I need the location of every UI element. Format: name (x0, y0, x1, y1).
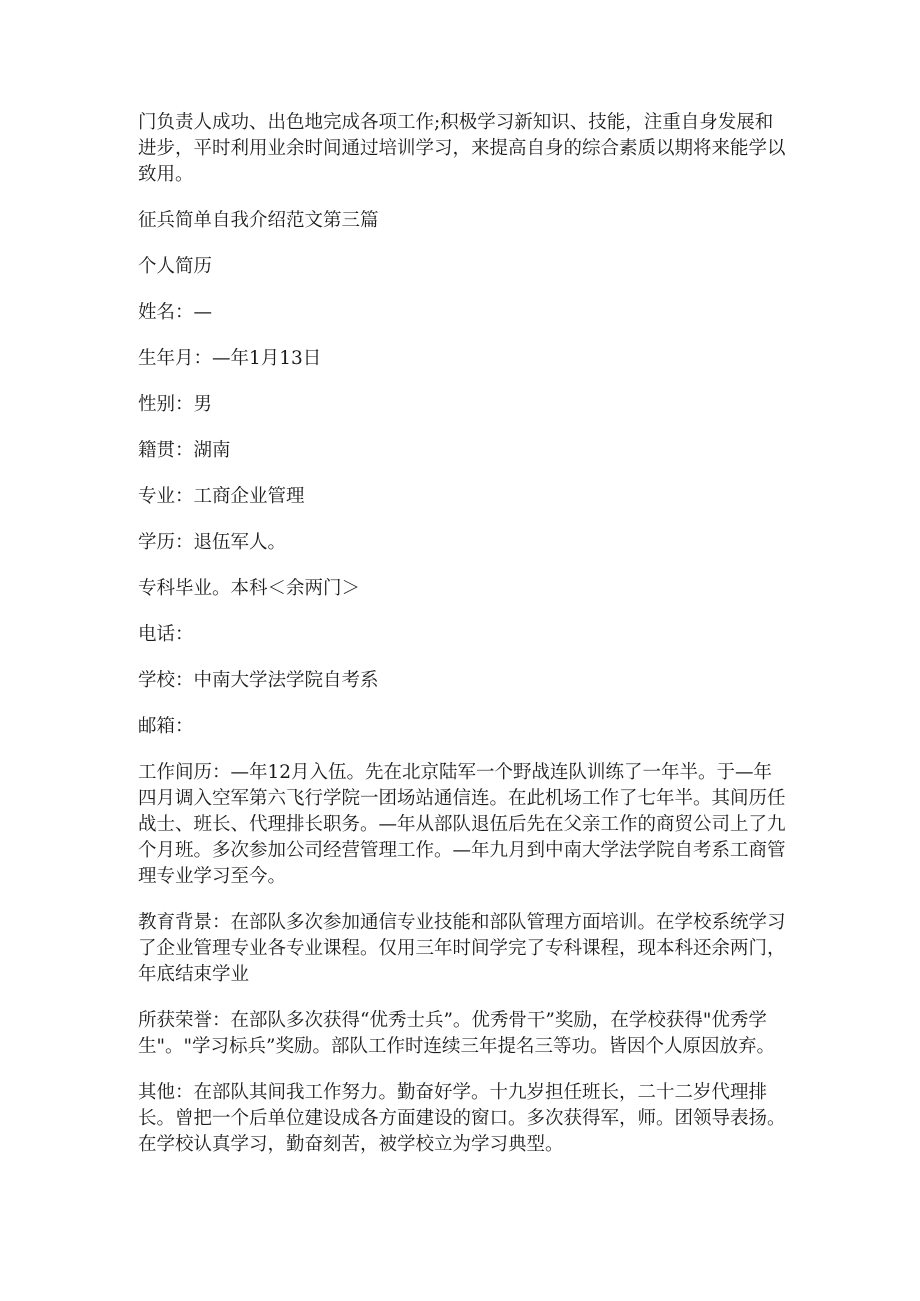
document-body (138, 110, 788, 1178)
field-native-place: 籍贯：湖南 (138, 440, 231, 461)
field-education: 学历：退伍军人。 (138, 532, 287, 553)
work-history-paragraph: 工作间历：—年12月入伍。先在北京陆军一个野战连队训练了一年半。于—年四月调入空军第六飞行学院一团场站通信连。在此机场工作了七年半。其间历任战士、班长、代理排长职务。—年从部队退伍后先在父亲工作的商贸公司上了九个月班。多次参加公司经营管理工作。—年九月到中南大学法学院自考系工商管理专业学习至今。 (138, 762, 786, 887)
section-title: 征兵简单自我介绍范文第三篇 (138, 210, 379, 231)
field-school: 学校：中南大学法学院自考系 (138, 670, 379, 691)
field-degree-note: 专科毕业。本科＜余两门＞ (138, 578, 361, 599)
honors-paragraph: 所获荣誉：在部队多次获得“优秀士兵”。优秀骨干”奖励，在学校获得"优秀学生"。"学习标兵”奖励。部队工作时连续三年提名三等功。皆因个人原因放弃。 (138, 1010, 775, 1057)
field-name: 姓名：— (138, 302, 213, 323)
field-birth-date: 生年月：—年1月13日 (138, 348, 322, 369)
field-gender: 性别：男 (138, 394, 213, 415)
resume-heading: 个人简历 (138, 256, 213, 277)
education-background-paragraph: 教育背景：在部队多次参加通信专业技能和部队管理方面培训。在学校系统学习了企业管理专业各专业课程。仅用三年时间学完了专科课程，现本科还余两门，年底结束学业 (138, 912, 786, 985)
intro-paragraph: 门负责人成功、出色地完成各项工作;积极学习新知识、技能，注重自身发展和进步，平时利用业余时间通过培训学习，来提高自身的综合素质以期将来能学以致用。 (138, 112, 786, 185)
field-major: 专业：工商企业管理 (138, 486, 305, 507)
field-email: 邮箱： (138, 716, 194, 737)
other-paragraph: 其他：在部队其间我工作努力。勤奋好学。十九岁担任班长，二十二岁代理排长。曾把一个后单位建设成各方面建设的窗口。多次获得军，师。团领导表扬。在学校认真学习，勤奋刻苦，被学校立为学习典型。 (138, 1082, 786, 1155)
field-phone: 电话： (138, 624, 194, 645)
